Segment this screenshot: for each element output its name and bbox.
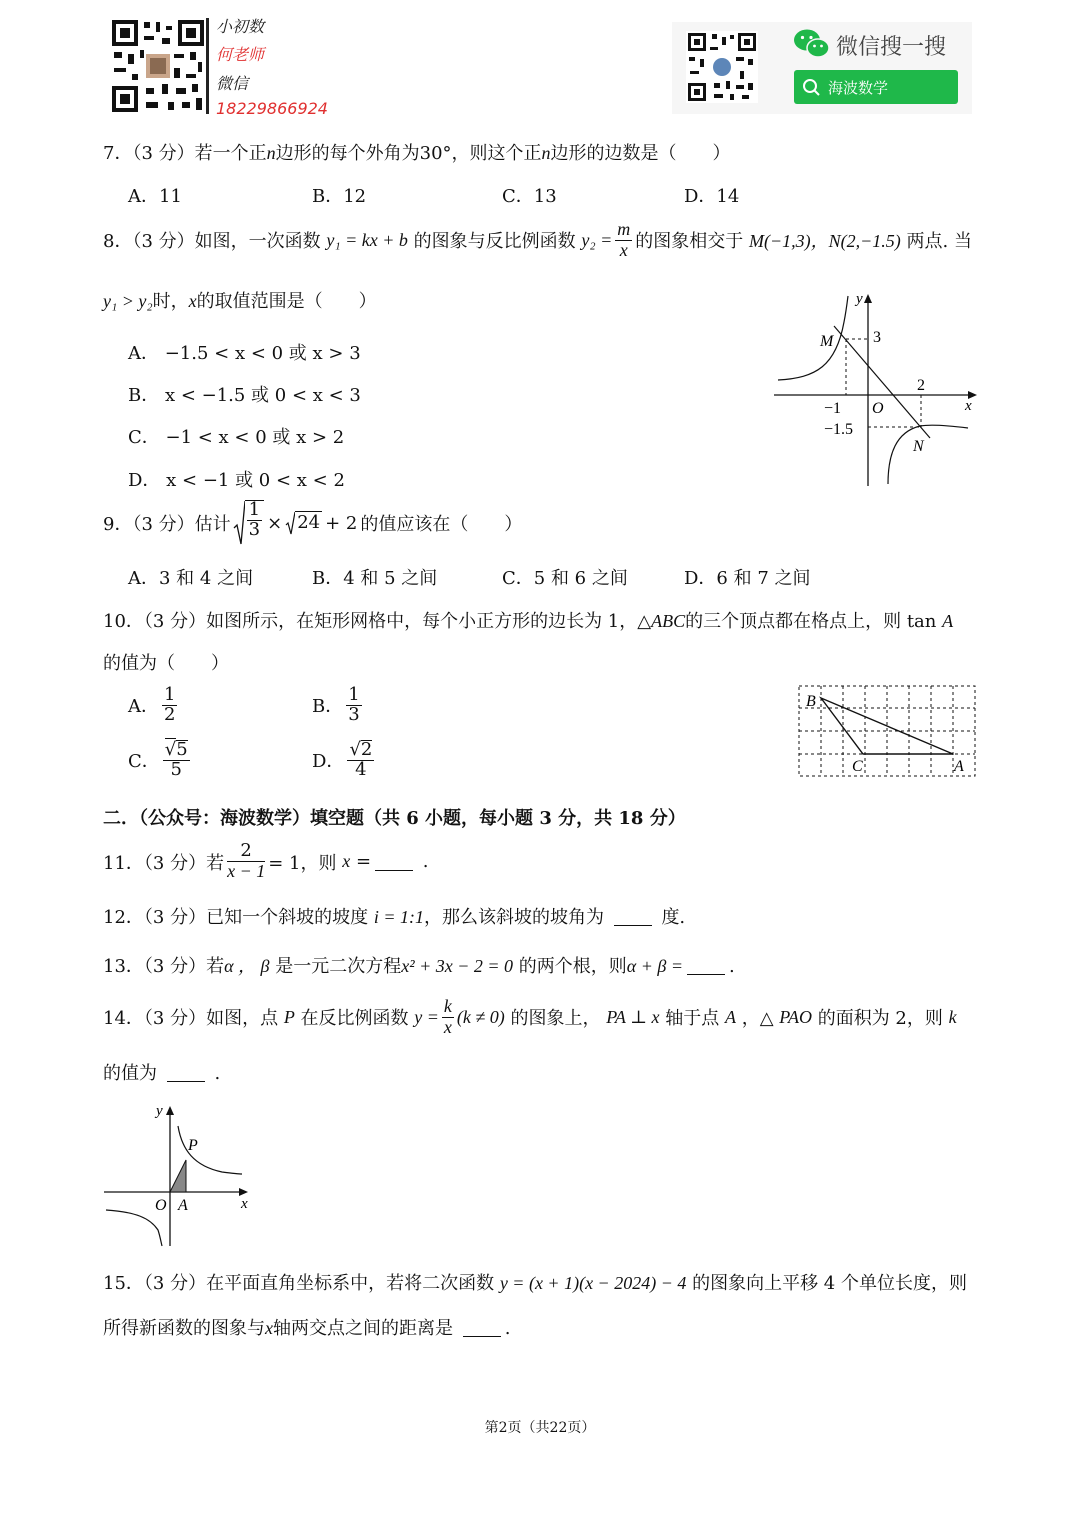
- ad-line-3: 微信: [216, 74, 249, 93]
- q9-option-a[interactable]: A．3 和 4 之间: [128, 568, 254, 589]
- q14-graph-y-label: y: [156, 1103, 163, 1119]
- q10-option-b[interactable]: B． $\frac{1}{3}$: [312, 684, 360, 725]
- q10-grid-figure: [797, 684, 979, 780]
- search-icon: [794, 70, 828, 104]
- q8-graph-origin: O: [872, 400, 884, 417]
- q9-option-b[interactable]: B．4 和 5 之间: [312, 568, 438, 589]
- page-footer: 第2页（共22页）: [484, 1420, 596, 1436]
- wx-search-box[interactable]: [794, 70, 958, 104]
- q8-graph-tick-2: 2: [917, 377, 925, 394]
- q7-option-a[interactable]: A．11: [128, 186, 182, 207]
- q13-stem: 13．（3 分）若α ， β 是一元二次方程x² + 3x − 2 = 0 的两个根，则α + β = .: [103, 956, 735, 977]
- q10-label-a: A: [954, 758, 964, 775]
- q8-graph-tick-m1: −1: [824, 400, 842, 417]
- q8-graph-tick-3: 3: [873, 329, 881, 346]
- q8-stem: 8．（3 分）如图，一次函数 y₁ = kx + b 的图象与反比例函数 y₂ = $\frac{m}{x}$ 的图象相交于 M(−1,3)，N(2,−1.5) 两点. 当: [103, 219, 972, 260]
- qr-right-border: [206, 18, 209, 114]
- q7-option-b[interactable]: B．12: [312, 186, 367, 207]
- q8-option-a[interactable]: A． −1.5 < x < 0 或 x > 3: [128, 343, 361, 364]
- sqrt-sign-icon: [233, 500, 245, 546]
- q13-answer-blank[interactable]: [687, 956, 725, 975]
- q8-graph-x-label: x: [965, 398, 972, 414]
- q8-option-b[interactable]: B． x < −1.5 或 0 < x < 3: [128, 385, 361, 406]
- q11-stem: 11．（3 分）若 $\frac{2}{x - 1}$ = 1，则 x = .: [103, 840, 429, 881]
- q15-stem-line2: 所得新函数的图象与x轴两交点之间的距离是 .: [103, 1318, 511, 1339]
- section-2-heading: 二．（公众号：海波数学）填空题（共 6 小题，每小题 3 分，共 18 分）: [103, 808, 686, 829]
- q8-graph-tick-m15: −1.5: [824, 421, 854, 438]
- q8-option-c[interactable]: C． −1 < x < 0 或 x > 2: [128, 427, 345, 448]
- q9-option-d[interactable]: D．6 和 7 之间: [684, 568, 811, 589]
- qr-code-right: [686, 31, 758, 103]
- wechat-logo-icon: [793, 28, 831, 60]
- q8-graph-label-n: N: [913, 438, 924, 455]
- q12-answer-blank[interactable]: [614, 907, 652, 926]
- wx-search-title: 微信搜一搜: [836, 35, 947, 60]
- q10-option-c[interactable]: C． $\frac{√5}{5}$: [128, 739, 188, 780]
- q9-option-c[interactable]: C．5 和 6 之间: [502, 568, 628, 589]
- qr-code-left: [110, 18, 206, 114]
- q14-graph-label-p: P: [188, 1137, 198, 1154]
- q8-graph-label-m: M: [820, 333, 834, 350]
- q7-option-c[interactable]: C．13: [502, 186, 557, 207]
- q9-stem: 9．（3 分）估计 $\frac{1}{3}$ × 24 + 2 的值应该在（ ）: [103, 500, 522, 546]
- q11-answer-blank[interactable]: [375, 852, 413, 871]
- q14-graph: [102, 1100, 262, 1250]
- q14-stem: 14．（3 分）如图，点 P 在反比例函数 y = $\frac{k}{x}$ (k ≠ 0) 的图象上， PA ⊥ x 轴于点 A ，△ PAO 的面积为 2，则 k: [103, 996, 957, 1037]
- q8-graph: [772, 286, 982, 490]
- q8-option-d[interactable]: D． x < −1 或 0 < x < 2: [128, 470, 345, 491]
- sqrt-sign-icon: [285, 511, 295, 535]
- q14-answer-blank[interactable]: [167, 1063, 205, 1082]
- q14-graph-label-o: O: [155, 1197, 167, 1214]
- q7-option-d[interactable]: D．14: [684, 186, 740, 207]
- q15-answer-blank[interactable]: [463, 1318, 501, 1337]
- q10-option-a[interactable]: A． $\frac{1}{2}$: [128, 684, 176, 725]
- ad-line-2: 何老师: [216, 45, 265, 64]
- q14-graph-x-label: x: [241, 1196, 248, 1212]
- q12-stem: 12．（3 分）已知一个斜坡的坡度 i = 1:1，那么该斜坡的坡角为 度.: [103, 907, 686, 928]
- q8-graph-y-label: y: [856, 291, 863, 307]
- q10-option-d[interactable]: D． $\frac{√2}{4}$: [312, 739, 373, 780]
- q7-stem: 7．（3 分）若一个正n边形的每个外角为30°，则这个正n边形的边数是（ ）: [103, 143, 731, 164]
- q14-graph-label-a: A: [178, 1197, 188, 1214]
- ad-phone: 18229866924: [216, 99, 328, 118]
- q10-label-c: C: [852, 758, 863, 775]
- q10-stem-line2: 的值为（ ）: [103, 653, 229, 674]
- q8-stem-line2: y₁ > y₂时，x的取值范围是（ ）: [103, 291, 377, 312]
- q10-stem: 10．（3 分）如图所示，在矩形网格中，每个小正方形的边长为 1，△ABC的三个顶点都在格点上，则 tan A: [103, 611, 954, 632]
- q15-stem: 15．（3 分）在平面直角坐标系中，若将二次函数 y = (x + 1)(x − 2024) − 4 的图象向上平移 4 个单位长度，则: [103, 1273, 967, 1294]
- ad-line-1: 小初数: [216, 17, 265, 36]
- q14-stem-line2: 的值为 .: [103, 1063, 221, 1084]
- wx-search-text: 海波数学: [828, 78, 889, 97]
- q10-label-b: B: [806, 693, 816, 710]
